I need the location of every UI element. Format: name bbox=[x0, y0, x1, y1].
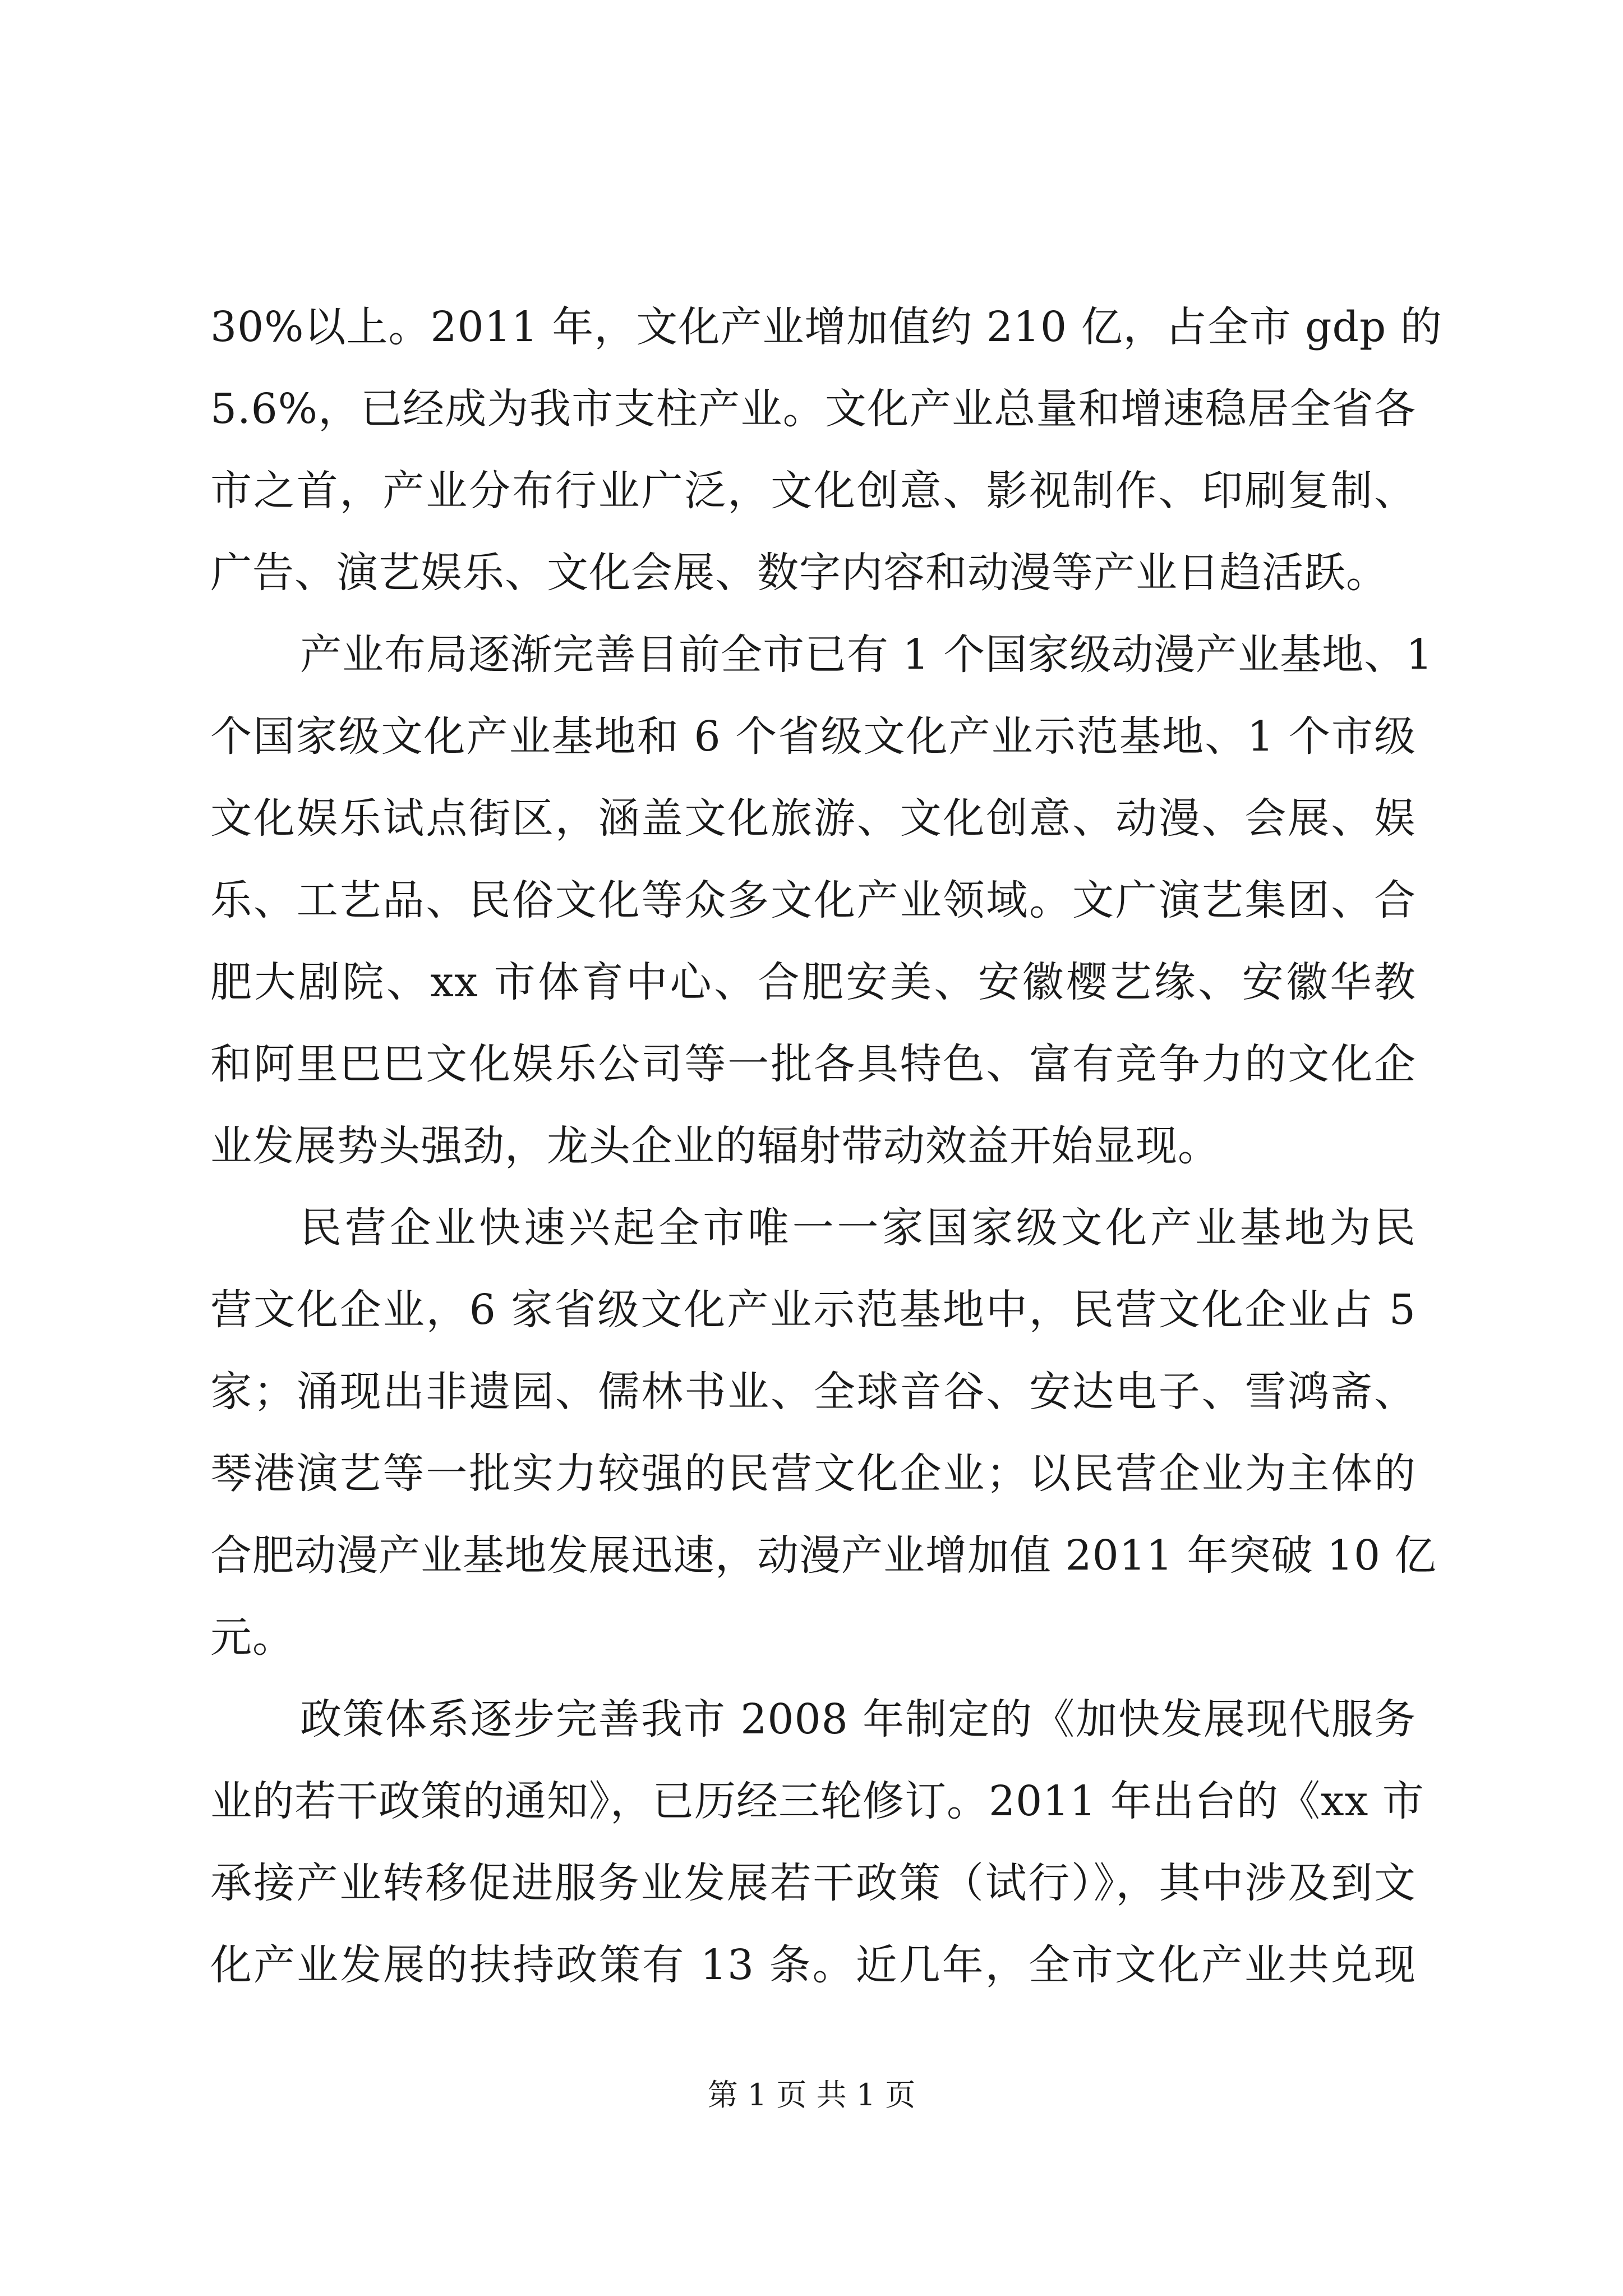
text-line: 琴港演艺等一批实力较强的民营文化企业；以民营企业为主体的 bbox=[210, 1450, 1416, 1498]
text-line: 化产业发展的扶持政策有 13 条。近几年，全市文化产业共兑现 bbox=[210, 1941, 1416, 1989]
text-line: 5.6%，已经成为我市支柱产业。文化产业总量和增速稳居全省各 bbox=[210, 385, 1416, 433]
text-line: 营文化企业，6 家省级文化产业示范基地中，民营文化企业占 5 bbox=[210, 1286, 1416, 1334]
text-line: 合肥动漫产业基地发展迅速，动漫产业增加值 2011 年突破 10 亿 bbox=[210, 1531, 1437, 1580]
paragraph-start-line: 民营企业快速兴起全市唯一一家国家级文化产业基地为民 bbox=[300, 1204, 1416, 1252]
text-line: 个国家级文化产业基地和 6 个省级文化产业示范基地、1 个市级 bbox=[210, 712, 1416, 761]
text-line: 30%以上。2011 年，文化产业增加值约 210 亿，占全市 gdp 的 bbox=[210, 303, 1442, 351]
paragraph-start-line: 政策体系逐步完善我市 2008 年制定的《加快发展现代服务 bbox=[300, 1695, 1416, 1743]
text-line: 家；涌现出非遗园、儒林书业、全球音谷、安达电子、雪鸿斋、 bbox=[210, 1368, 1416, 1416]
paragraph-start-line: 产业布局逐渐完善目前全市已有 1 个国家级动漫产业基地、1 bbox=[300, 631, 1433, 679]
text-line: 文化娱乐试点街区，涵盖文化旅游、文化创意、动漫、会展、娱 bbox=[210, 794, 1416, 843]
text-line: 广告、演艺娱乐、文化会展、数字内容和动漫等产业日趋活跃。 bbox=[210, 549, 1388, 597]
page-footer bbox=[0, 2076, 1623, 2115]
text-line: 乐、工艺品、民俗文化等众多文化产业领域。文广演艺集团、合 bbox=[210, 876, 1416, 924]
text-line: 市之首，产业分布行业广泛，文化创意、影视制作、印刷复制、 bbox=[210, 467, 1416, 515]
text-line: 承接产业转移促进服务业发展若干政策（试行）》，其中涉及到文 bbox=[210, 1859, 1416, 1907]
text-line: 元。 bbox=[210, 1613, 294, 1662]
text-line: 肥大剧院、xx 市体育中心、合肥安美、安徽樱艺缘、安徽华教 bbox=[210, 958, 1416, 1006]
page-number-label: 第 1 页 共 1 页 bbox=[707, 2077, 916, 2113]
document-body bbox=[210, 286, 1442, 2006]
text-line: 业发展势头强劲，龙头企业的辐射带动效益开始显现。 bbox=[210, 1122, 1220, 1170]
text-line: 和阿里巴巴文化娱乐公司等一批各具特色、富有竞争力的文化企 bbox=[210, 1040, 1416, 1088]
text-line: 业的若干政策的通知》，已历经三轮修订。2011 年出台的《xx 市 bbox=[210, 1777, 1424, 1825]
